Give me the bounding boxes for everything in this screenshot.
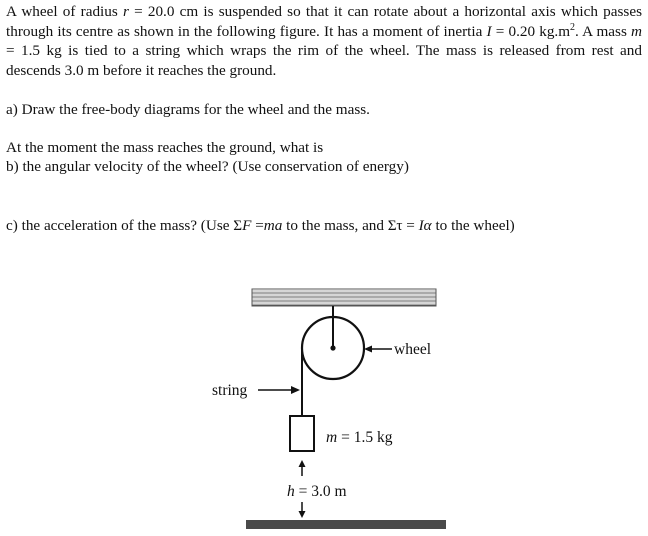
moment-question: At the moment the mass reaches the ground, what is	[6, 139, 324, 156]
wheel-label: wheel	[394, 341, 432, 358]
part-a-question: a) Draw the free-body diagrams for the wheel and the mass.	[6, 101, 370, 118]
problem-intro: A wheel of radius r = 20.0 cm is suspended so that it can rotate about a horizontal axis which passes through its centre as shown in the following figure. It has a moment of inertia I = 0.20 $kg.m^2$. A mass m = 1.5 kg is tied to a string which wraps the rim of the wheel. The mass is released from rest and descends 3.0 m before it reaches the ground.	[6, 3, 642, 79]
squared-exponent: 2	[570, 21, 576, 33]
inertia-symbol: I	[486, 22, 492, 40]
wheel-axle	[330, 345, 335, 350]
part-c-question: c) the acceleration of the mass? (Use ΣF =ma to the mass, and Στ = Iα to the wheel)	[6, 217, 515, 234]
string-arrow	[258, 386, 300, 394]
wheel-arrow	[364, 346, 392, 353]
height-arrow-down	[299, 502, 306, 518]
mass-label: m = 1.5 kg	[326, 429, 393, 446]
ceiling-support	[252, 289, 436, 306]
height-label: h = 3.0 m	[287, 483, 347, 500]
height-arrow-up	[299, 460, 306, 476]
string-label: string	[212, 382, 248, 399]
part-b-question: b) the angular velocity of the wheel? (Use conservation of energy)	[6, 158, 409, 175]
mass-symbol: m	[631, 22, 642, 40]
mass-block	[290, 416, 314, 451]
ground	[246, 520, 446, 529]
radius-symbol: r	[122, 3, 129, 20]
